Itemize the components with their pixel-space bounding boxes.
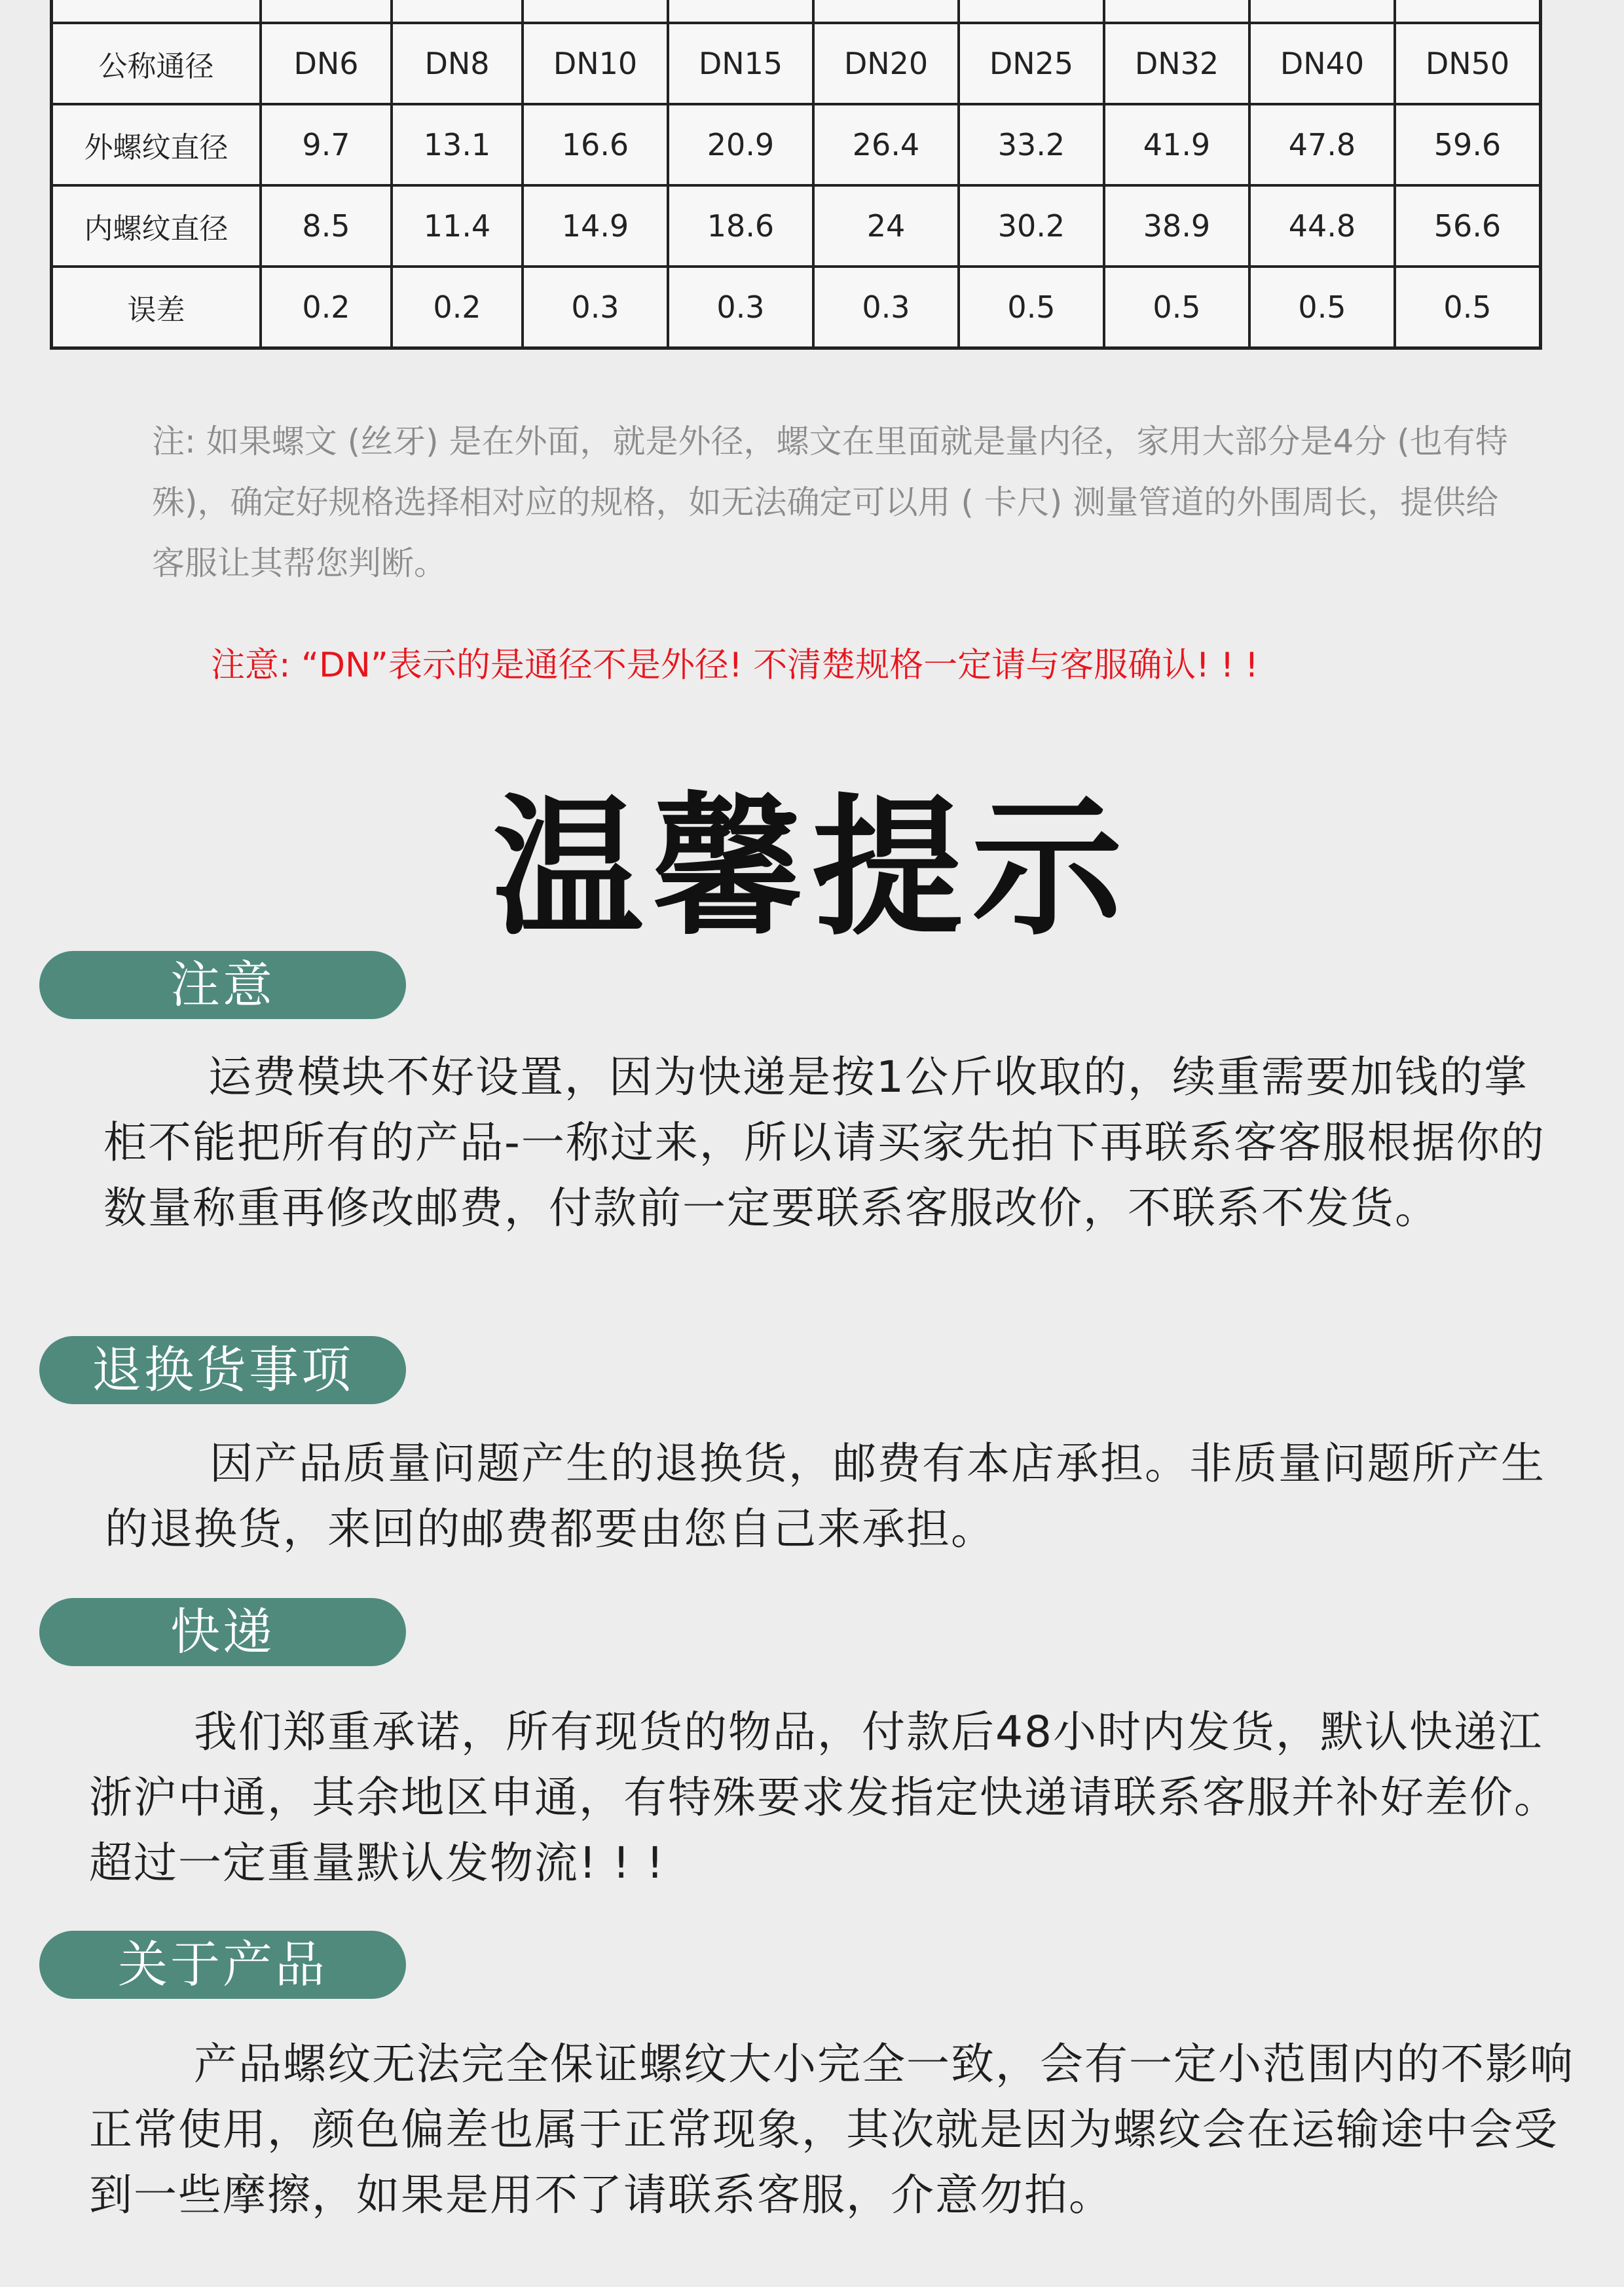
column-header: DN8 — [392, 23, 523, 104]
section-heading-product: 关于产品 — [39, 1931, 406, 1999]
product-paragraph: 产品螺纹无法完全保证螺纹大小完全一致，会有一定小范围内的不影响正常使用，颜色偏差也属于正常现象，其次就是因为螺纹会在运输途中会受到一些摩擦，如果是用不了请联系客服，介意勿拍。 — [89, 2039, 1574, 2220]
table-cell: 0.3 — [523, 267, 668, 348]
column-header: DN6 — [261, 23, 392, 104]
section-text-product — [89, 2032, 1595, 2228]
notice-paragraph: 运费模块不好设置，因为快递是按1公斤收取的，续重需要加钱的掌柜不能把所有的产品-一称过来，所以请买家先拍下再联系客客服根据你的数量称重再修改邮费，付款前一定要联系客服改价，不联系不发货。 — [103, 1052, 1545, 1233]
dn-warning: 注意: “DN”表示的是通径不是外径! 不清楚规格一定请与客服确认! ! ! — [211, 646, 1259, 685]
table-cell: 20.9 — [668, 104, 813, 185]
measurement-note: 注: 如果螺文 (丝牙) 是在外面，就是外径，螺文在里面就是量内径，家用大部分是4分 (也有特殊)，确定好规格选择相对应的规格，如无法确定可以用 ( 卡尺) 测量管道的外围周长，提供给客服让其帮您判断。 — [152, 422, 1508, 582]
table-cell: 0.3 — [668, 267, 813, 348]
table-cell: 8.5 — [261, 185, 392, 267]
row-label: 内螺纹直径 — [52, 185, 261, 267]
shipping-paragraph: 我们郑重承诺，所有现货的物品，付款后48小时内发货，默认快递江浙沪中通，其余地区申通，有特殊要求发指定快递请联系客服并补好差价。超过一定重量默认发物流! ! ! — [89, 1707, 1559, 1888]
table-cell: 0.2 — [392, 267, 523, 348]
table-row — [52, 267, 1541, 348]
table-cell: 30.2 — [959, 185, 1104, 267]
table-cell: 44.8 — [1249, 185, 1395, 267]
page-title: 温馨提示 — [492, 781, 1132, 956]
section-text-returns — [105, 1431, 1565, 1562]
table-cell: 33.2 — [959, 104, 1104, 185]
table-cell: 41.9 — [1104, 104, 1249, 185]
row-label: 外螺纹直径 — [52, 104, 261, 185]
returns-paragraph: 因产品质量问题产生的退换货，邮费有本店承担。非质量问题所产生的退换货，来回的邮费都要由您自己来承担。 — [105, 1438, 1545, 1554]
section-text-notice — [103, 1045, 1564, 1241]
spec-table — [50, 0, 1542, 350]
section-heading-shipping: 快递 — [39, 1598, 406, 1666]
header-label: 公称通径 — [52, 23, 261, 104]
column-header: DN40 — [1249, 23, 1395, 104]
column-header: DN20 — [813, 23, 959, 104]
table-cell: 38.9 — [1104, 185, 1249, 267]
table-cell: 59.6 — [1395, 104, 1541, 185]
row-label: 误差 — [52, 267, 261, 348]
column-header: DN15 — [668, 23, 813, 104]
section-text-shipping — [89, 1700, 1576, 1896]
column-header: DN50 — [1395, 23, 1541, 104]
table-cell: 56.6 — [1395, 185, 1541, 267]
table-top-row — [52, 0, 1541, 23]
table-cell: 0.5 — [959, 267, 1104, 348]
table-cell: 26.4 — [813, 104, 959, 185]
table-cell: 0.5 — [1104, 267, 1249, 348]
table-cell: 13.1 — [392, 104, 523, 185]
section-heading-notice: 注意 — [39, 951, 406, 1019]
table-cell: 0.5 — [1249, 267, 1395, 348]
table-cell: 14.9 — [523, 185, 668, 267]
table-cell: 9.7 — [261, 104, 392, 185]
table-cell: 16.6 — [523, 104, 668, 185]
table-cell: 24 — [813, 185, 959, 267]
table-row — [52, 104, 1541, 185]
table-cell: 18.6 — [668, 185, 813, 267]
section-heading-returns: 退换货事项 — [39, 1336, 406, 1404]
table-header-row — [52, 23, 1541, 104]
column-header: DN10 — [523, 23, 668, 104]
table-cell: 11.4 — [392, 185, 523, 267]
table-row — [52, 185, 1541, 267]
table-cell: 0.5 — [1395, 267, 1541, 348]
table-cell: 0.2 — [261, 267, 392, 348]
column-header: DN25 — [959, 23, 1104, 104]
column-header: DN32 — [1104, 23, 1249, 104]
table-cell: 0.3 — [813, 267, 959, 348]
table-cell: 47.8 — [1249, 104, 1395, 185]
